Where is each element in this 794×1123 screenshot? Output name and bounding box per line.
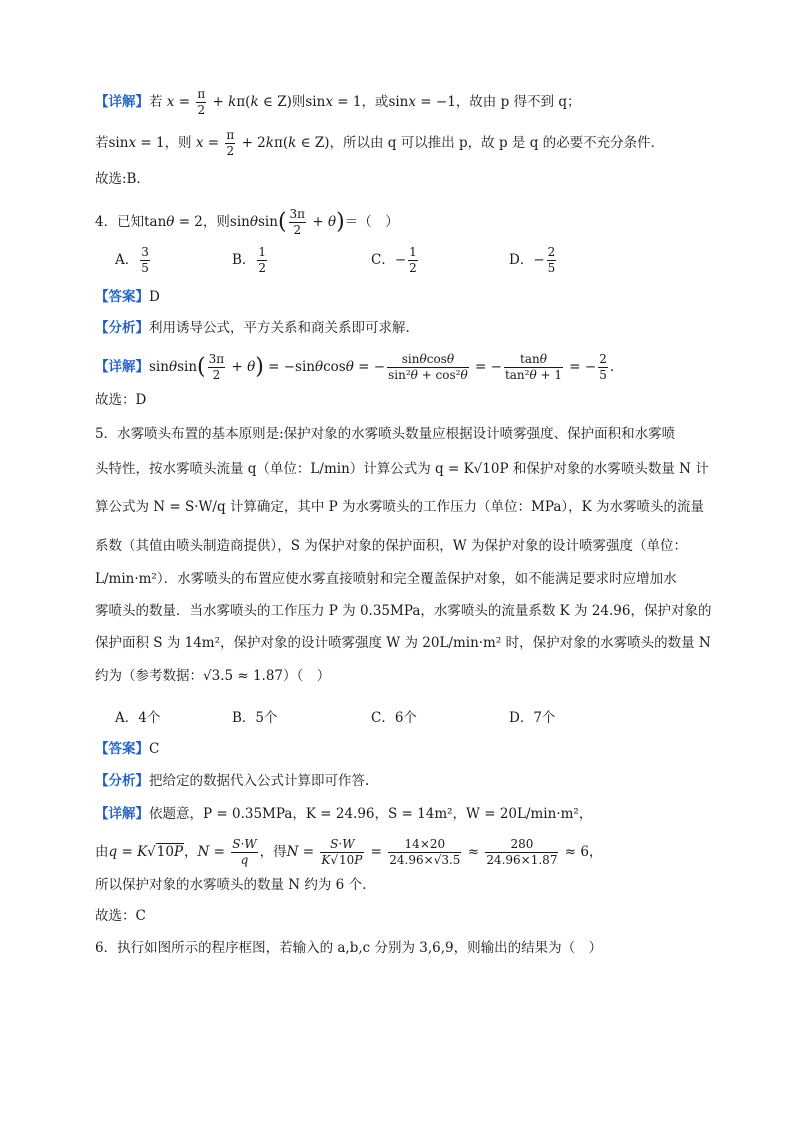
q5-stem-line: 雾喷头的数量．当水雾喷头的工作压力 P 为 0.35MPa，水雾喷头的流量系数 K 为 24.96，保护对象的 [95, 603, 712, 619]
q5-stem-line: 算公式为 N = S·W/q 计算确定，其中 P 为水雾喷头的工作压力（单位：MPa），K 为水雾喷头的流量 [95, 499, 705, 515]
q5-conclusion: 所以保护对象的水雾喷头的数量 N 约为 6 个. [95, 877, 367, 893]
detail-tag: 【详解】 [95, 94, 149, 110]
q3-detail-line: 【详解】若 x = $\frac{\pi}{2}$ + kπ(k ∈ Z)则sinx = 1，或sinx = −1，故由 p 得不到 q； [95, 87, 581, 117]
q5-option-d[interactable]: D．7个 [509, 710, 556, 726]
q5-stem-line: 系数（其值由喷头制造商提供），S 为保护对象的保护面积，W 为保护对象的设计喷雾强度（单位： [95, 538, 687, 554]
q4-analysis: 【分析】利用诱导公式，平方关系和商关系即可求解. [95, 320, 410, 336]
q4-choose: 故选：D [95, 392, 147, 408]
q4-detail: 【详解】sinθsin( $\frac{3\pi}{2}$ + θ) = −sinθcosθ = − $\frac{\sin\theta\cos\theta}{\text{sin²θ + cos²θ}}$ = − $\frac{\tan\theta}{\text{tan²θ + 1}}$ = − $\frac{2}{5}$ . [95, 352, 615, 382]
q5-detail-2: 由q = K√10P，N = $\frac{S\cdot W}{q}$ ，得N = $\frac{S\cdot W}{K√10P}$ = $\frac{14\times 20}{24.96\times√3.5}$ ≈ $\frac{280}{24.96\times 1.87}$ ≈ 6， [95, 837, 603, 867]
q3-detail-line-2: 若sinx = 1，则 x = $\frac{\pi}{2}$ + 2kπ(k ∈ Z)，所以由 q 可以推出 p，故 p 是 q 的必要不充分条件． [95, 128, 665, 158]
q5-option-a[interactable]: A．4个 [115, 710, 161, 726]
q5-stem-line: 约为（参考数据：√3.5 ≈ 1.87）（ ） [95, 668, 331, 684]
q4-option-b[interactable]: B． $\frac{1}{2}$ [232, 245, 267, 275]
q5-answer: 【答案】C [95, 741, 160, 757]
q5-analysis: 【分析】把给定的数据代入公式计算即可作答. [95, 773, 370, 789]
q5-stem-line: L/min·m²）．水雾喷头的布置应使水雾直接喷射和完全覆盖保护对象，如不能满足要求时应增加水 [95, 571, 677, 587]
q4-option-c[interactable]: C．− $\frac{1}{2}$ [371, 245, 417, 275]
q4-option-a[interactable]: A． $\frac{3}{5}$ [115, 245, 149, 275]
q5-option-b[interactable]: B．5个 [232, 710, 278, 726]
q5-option-c[interactable]: C．6个 [371, 710, 417, 726]
q5-choose: 故选：C [95, 908, 146, 924]
q4-answer: 【答案】D [95, 289, 160, 305]
q5-stem-line: 保护面积 S 为 14m²，保护对象的设计喷雾强度 W 为 20L/min·m² 时，保护对象的水雾喷头的数量 N [95, 635, 711, 651]
q6-stem: 6．执行如图所示的程序框图，若输入的 a,b,c 分别为 3,6,9，则输出的结果为（ ） [95, 940, 603, 956]
q5-stem-line: 5．水雾喷头布置的基本原则是:保护对象的水雾喷头数量应根据设计喷雾强度、保护面积和水雾喷 [95, 426, 676, 442]
q5-stem-line: 头特性，按水雾喷头流量 q（单位：L/min）计算公式为 q = K√10P 和保护对象的水雾喷头数量 N 计 [95, 461, 709, 477]
q5-detail-1: 【详解】依题意，P = 0.35MPa，K = 24.96，S = 14m²，W = 20L/min·m²， [95, 806, 593, 822]
q4-option-d[interactable]: D．− $\frac{2}{5}$ [509, 245, 556, 275]
q3-choose: 故选:B． [95, 171, 150, 187]
q4-stem: 4．已知tanθ = 2，则sinθsin( $\frac{3\pi}{2}$ + θ)＝（ ） [95, 207, 399, 237]
